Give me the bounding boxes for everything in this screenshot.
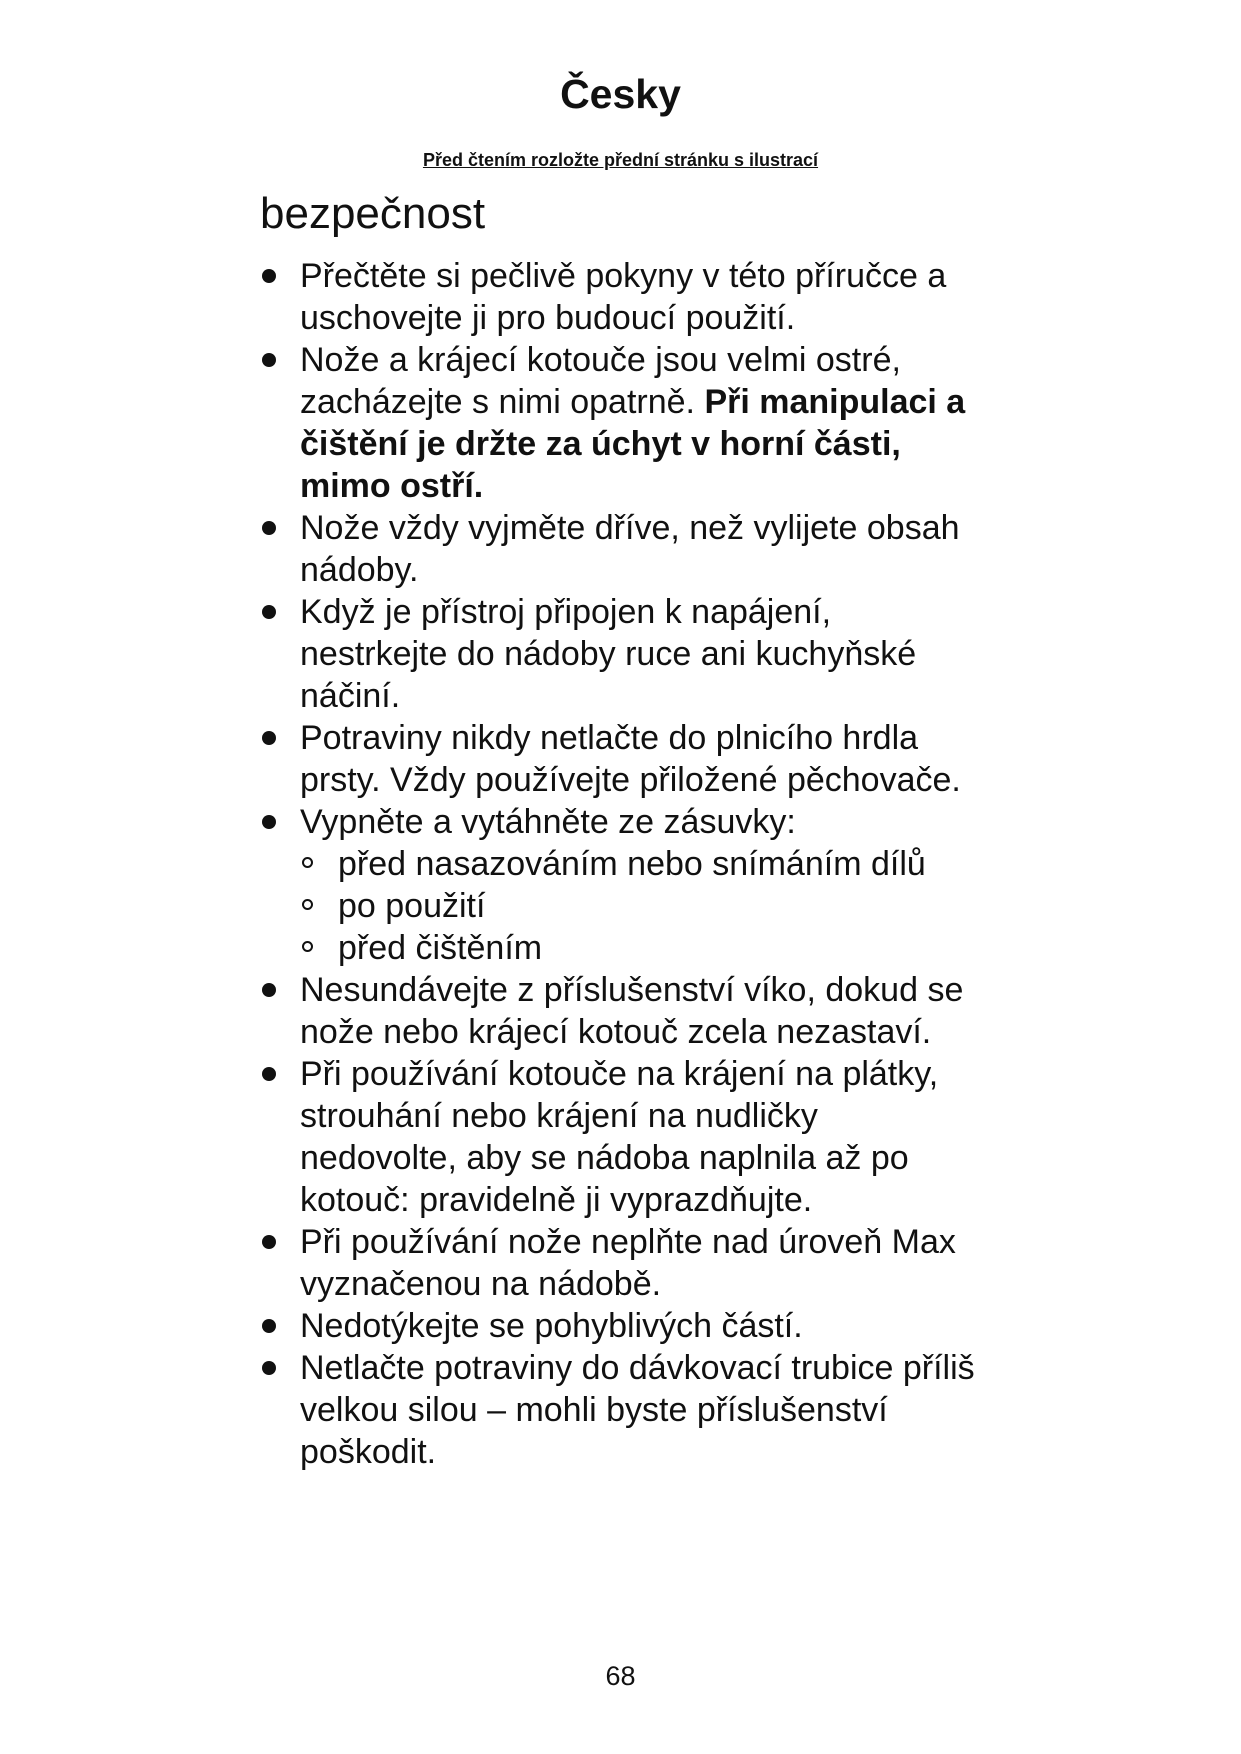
list-item <box>260 339 980 507</box>
list-item-text: Přečtěte si pečlivě pokyny v této příručce a uschovejte ji pro budoucí použití. <box>300 257 947 337</box>
list-item-text: Nesundávejte z příslušenství víko, dokud se nože nebo krájecí kotouč zcela nezastaví. <box>300 971 964 1051</box>
bullet-icon <box>262 353 276 367</box>
list-item <box>260 255 980 339</box>
list-item-text: Při používání kotouče na krájení na plátky, strouhání nebo krájení na nudličky nedovolte, aby se nádoba naplnila až po kotouč: pravidelně ji vyprazdňujte. <box>300 1055 939 1219</box>
list-item-text: Potraviny nikdy netlačte do plnicího hrdla prsty. Vždy používejte přiložené pěchovače. <box>300 719 961 799</box>
sub-list <box>260 843 980 969</box>
bullet-icon <box>262 1319 276 1333</box>
circle-bullet-icon <box>302 941 313 952</box>
list-item-bold-text: Při manipulaci a čištění je držte za úchyt v horní části, mimo ostří. <box>300 383 966 505</box>
list-item-text: Nože a krájecí kotouče jsou velmi ostré, zacházejte s nimi opatrně. <box>300 341 901 421</box>
circle-bullet-icon <box>302 899 313 910</box>
list-item <box>260 1221 980 1305</box>
list-item <box>260 801 980 843</box>
list-item-text: Nože vždy vyjměte dříve, než vylijete obsah nádoby. <box>300 509 960 589</box>
list-item-text: Když je přístroj připojen k napájení, nestrkejte do nádoby ruce ani kuchyňské náčiní. <box>300 593 917 715</box>
circle-bullet-icon <box>302 857 313 868</box>
section-heading: bezpečnost <box>260 189 486 238</box>
sub-list-item-text: po použití <box>338 887 486 925</box>
list-item <box>260 717 980 801</box>
page-number: 68 <box>605 1661 636 1691</box>
list-item <box>260 1305 980 1347</box>
list-item-text: Při používání nože neplňte nad úroveň Max vyznačenou na nádobě. <box>300 1223 956 1303</box>
sub-list-item <box>260 927 980 969</box>
safety-list <box>260 255 980 1473</box>
bullet-icon <box>262 1235 276 1249</box>
list-item-text: Vypněte a vytáhněte ze zásuvky: <box>300 803 796 841</box>
list-item <box>260 969 980 1053</box>
list-item <box>260 1347 980 1473</box>
list-item <box>260 507 980 591</box>
bullet-icon <box>262 1361 276 1375</box>
list-item-text: Netlačte potraviny do dávkovací trubice příliš velkou silou – mohli byste příslušenství poškodit. <box>300 1349 975 1471</box>
list-item <box>260 591 980 717</box>
bullet-icon <box>262 983 276 997</box>
sub-list-item-text: před čištěním <box>338 929 543 967</box>
bullet-icon <box>262 269 276 283</box>
bullet-icon <box>262 605 276 619</box>
unfold-illustration-note: Před čtením rozložte přední stránku s ilustrací <box>422 150 819 170</box>
bullet-icon <box>262 1067 276 1081</box>
list-item <box>260 1053 980 1221</box>
list-item-text: Nedotýkejte se pohyblivých částí. <box>300 1307 803 1345</box>
page-title: Česky <box>560 71 681 117</box>
bullet-icon <box>262 815 276 829</box>
sub-list-item-text: před nasazováním nebo snímáním dílů <box>338 845 926 883</box>
bullet-icon <box>262 731 276 745</box>
sub-list-item <box>260 843 980 885</box>
sub-list-item <box>260 885 980 927</box>
bullet-icon <box>262 521 276 535</box>
